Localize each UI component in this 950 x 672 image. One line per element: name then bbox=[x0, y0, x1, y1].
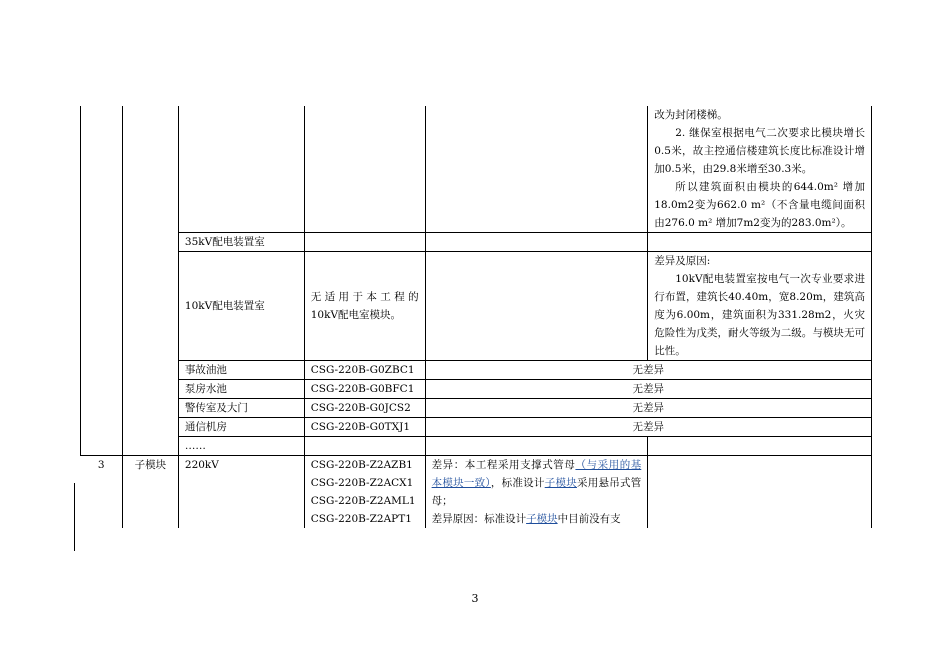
result-cell: 无差异 bbox=[425, 380, 871, 399]
code-line: CSG-220B-Z2ACX1 bbox=[310, 477, 414, 489]
diff-text-b: ，标准设计 bbox=[490, 477, 545, 489]
table-row bbox=[81, 361, 872, 380]
code-cell: CSG-220B-G0BFC1 bbox=[304, 380, 425, 399]
stairs-text-2: 2. 继保室根据电气二次要求比模块增长0.5米，故主控通信楼建筑长度比标准设计增加0.5米，由29.8米增至30.3米。 bbox=[654, 127, 865, 175]
code-cell bbox=[304, 437, 425, 456]
reason-cell bbox=[648, 233, 872, 252]
index-cell: 3 bbox=[81, 456, 123, 529]
code-cell: CSG-220B-G0ZBC1 bbox=[304, 361, 425, 380]
diff-link-basic-module[interactable]: （与采用的基本模块一致） bbox=[431, 459, 642, 489]
reason-link-submodule[interactable]: 子模块 bbox=[526, 513, 558, 525]
reason-paragraph bbox=[432, 510, 642, 528]
diff-cell bbox=[425, 252, 648, 361]
name-cell: 泵房水池 bbox=[178, 380, 304, 399]
table-row bbox=[81, 106, 872, 233]
code-cell: 无适用于本工程的10kV配电室模块。 bbox=[304, 252, 425, 361]
name-cell: 220kV bbox=[178, 456, 304, 529]
diff-paragraph bbox=[432, 456, 642, 510]
diff-cell bbox=[425, 437, 648, 456]
module-comparison-table bbox=[80, 106, 872, 528]
diff-link-submodule[interactable]: 子模块 bbox=[544, 477, 577, 489]
code-cell: CSG-220B-G0TXJ1 bbox=[304, 418, 425, 437]
diff-cell bbox=[425, 233, 648, 252]
name-cell: 警传室及大门 bbox=[178, 399, 304, 418]
result-cell: 无差异 bbox=[425, 399, 871, 418]
stairs-text-3: 所以建筑面积由模块的644.0m² 增加18.0m2变为662.0 m²（不含量电缆间面积由276.0 m² 增加7m2变为的283.0m²）。 bbox=[654, 181, 865, 229]
index-cell bbox=[81, 106, 123, 456]
table-row bbox=[81, 456, 872, 529]
reason-cell bbox=[648, 252, 872, 361]
table-row bbox=[81, 437, 872, 456]
category-cell bbox=[122, 106, 178, 456]
reason-cell bbox=[648, 437, 872, 456]
code-cell bbox=[304, 106, 425, 233]
code-cell bbox=[304, 456, 425, 529]
code-cell bbox=[304, 233, 425, 252]
diff-text-c: 采用悬吊式管母； bbox=[431, 477, 642, 507]
stairs-text-1: 改为封闭楼梯。 bbox=[654, 109, 728, 121]
reason-cell bbox=[648, 106, 872, 233]
code-cell: CSG-220B-G0JCS2 bbox=[304, 399, 425, 418]
table-row bbox=[81, 233, 872, 252]
code-line: CSG-220B-Z2AML1 bbox=[310, 495, 416, 507]
table-row bbox=[81, 399, 872, 418]
diff-text-a: 差异：本工程采用支撑式管母 bbox=[431, 459, 576, 471]
name-cell: 事故油池 bbox=[178, 361, 304, 380]
reason-text-b: 中目前没有支 bbox=[557, 513, 621, 525]
revision-bar bbox=[74, 483, 75, 551]
diff-title: 差异及原因: bbox=[654, 255, 711, 267]
result-cell: 无差异 bbox=[425, 418, 871, 437]
category-cell: 子模块 bbox=[122, 456, 178, 529]
name-cell: 35kV配电装置室 bbox=[178, 233, 304, 252]
name-cell: 通信机房 bbox=[178, 418, 304, 437]
result-cell: 无差异 bbox=[425, 361, 871, 380]
ellipsis-cell: …… bbox=[178, 437, 304, 456]
diff-text: 10kV配电装置室按电气一次专业要求进行布置，建筑长40.40m，宽8.20m，建筑高度为6.00m，建筑面积为331.28m2，火灾危险性为戊类，耐火等级为二级。与模块无可比性。 bbox=[654, 273, 865, 357]
code-line: CSG-220B-Z2APT1 bbox=[310, 513, 412, 525]
name-cell bbox=[178, 106, 304, 233]
code-line: CSG-220B-Z2AZB1 bbox=[310, 459, 413, 471]
table-row bbox=[81, 252, 872, 361]
table-row bbox=[81, 418, 872, 437]
reason-text-a: 差异原因：标准设计 bbox=[431, 513, 527, 525]
diff-cell bbox=[425, 456, 648, 529]
page-number: 3 bbox=[471, 592, 479, 605]
name-cell: 10kV配电装置室 bbox=[178, 252, 304, 361]
table-row bbox=[81, 380, 872, 399]
reason-cell bbox=[648, 456, 872, 529]
diff-cell bbox=[425, 106, 648, 233]
